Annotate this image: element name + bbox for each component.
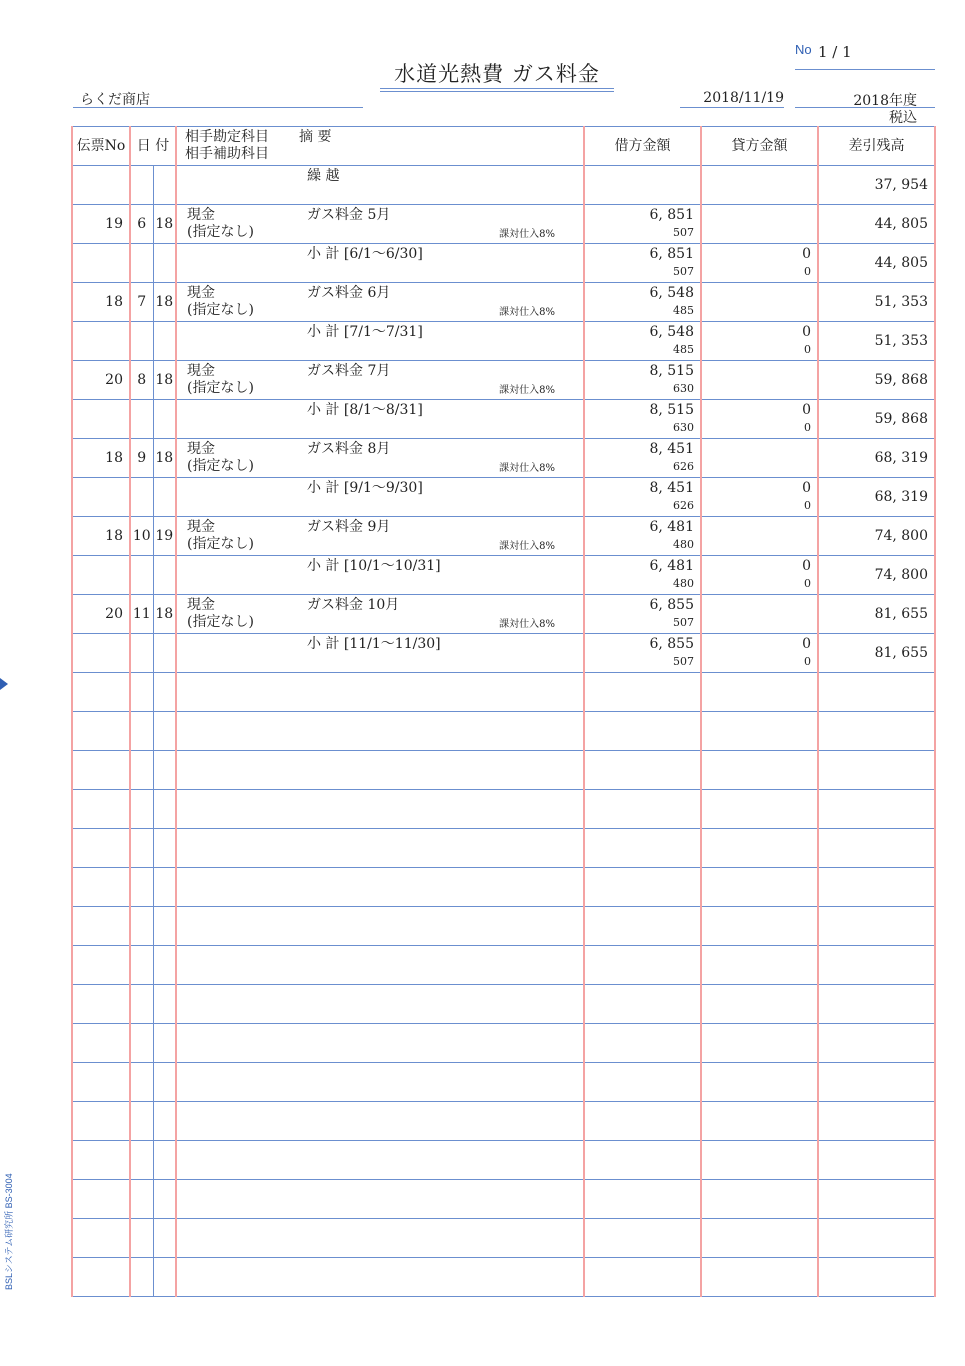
date-month: 11	[132, 606, 151, 622]
header-voucher-no	[72, 127, 130, 166]
company-underline	[73, 107, 363, 108]
date-day: 18	[155, 606, 174, 622]
credit-amount: 0	[802, 558, 811, 574]
credit-amount	[702, 517, 811, 519]
counter-account-1: 現金	[187, 363, 215, 379]
counter-account-2: (指定なし)	[187, 380, 254, 396]
header-debit	[584, 127, 701, 166]
debit-tax: 630	[673, 382, 694, 395]
debit-amount: 8, 515	[649, 363, 694, 379]
debit-amount: 6, 481	[649, 519, 694, 535]
credit-amount	[702, 205, 811, 207]
entry-row	[72, 595, 935, 634]
summary-text: 小 計 [6/1〜6/30]	[307, 246, 423, 262]
subtotal-row	[72, 478, 935, 517]
credit-amount	[702, 283, 811, 285]
page-number-underline	[795, 69, 935, 70]
debit-amount: 8, 451	[649, 441, 694, 457]
voucher-no: 20	[105, 372, 123, 388]
counter-account-1: 現金	[187, 207, 215, 223]
title-underline-double	[380, 91, 614, 92]
debit-tax: 507	[673, 655, 694, 668]
debit-amount: 6, 851	[649, 246, 694, 262]
subtotal-row	[72, 556, 935, 595]
tax-category: 課対仕入8%	[499, 463, 555, 474]
date-day: 19	[155, 528, 174, 544]
balance-amount: 68, 319	[874, 489, 928, 505]
summary-text: 小 計 [11/1〜11/30]	[307, 636, 441, 652]
document-title: 水道光熱費 ガス料金	[394, 62, 600, 86]
subtotal-row	[72, 244, 935, 283]
counter-account-2: (指定なし)	[187, 458, 254, 474]
debit-tax: 630	[673, 421, 694, 434]
date-month: 8	[137, 372, 147, 388]
debit-tax: 626	[673, 499, 694, 512]
debit-amount: 8, 451	[649, 480, 694, 496]
balance-amount: 51, 353	[874, 333, 928, 349]
blank-row	[72, 907, 935, 946]
header-debit-label: 借方金額	[614, 138, 671, 154]
credit-amount: 0	[802, 636, 811, 652]
date-month: 7	[137, 294, 147, 310]
blank-row	[72, 673, 935, 712]
carry-forward-label: 繰 越	[307, 168, 340, 184]
balance-amount: 81, 655	[874, 606, 928, 622]
summary-text: 小 計 [9/1〜9/30]	[307, 480, 423, 496]
subtotal-row	[72, 322, 935, 361]
counter-account	[187, 285, 254, 319]
tax-mode: 税込	[889, 110, 917, 126]
header-account-2: 相手補助科目	[185, 146, 269, 162]
debit-tax: 485	[673, 304, 694, 317]
entry-row	[72, 361, 935, 400]
debit-amount: 6, 548	[649, 324, 694, 340]
debit-amount: 6, 855	[649, 597, 694, 613]
header-account-1: 相手勘定科目	[185, 129, 269, 145]
credit-amount	[702, 361, 811, 363]
credit-tax: 0	[804, 655, 811, 668]
header-date-label: 日 付	[136, 138, 170, 154]
date-day: 18	[155, 372, 174, 388]
summary-text: ガス料金 10月	[307, 597, 400, 613]
credit-amount	[702, 439, 811, 441]
tax-category: 課対仕入8%	[499, 619, 555, 630]
debit-tax: 507	[673, 265, 694, 278]
blank-row	[72, 985, 935, 1024]
header-balance-label: 差引残高	[848, 138, 905, 154]
summary-text: 小 計 [8/1〜8/31]	[307, 402, 423, 418]
header-row	[72, 127, 935, 166]
counter-account-2: (指定なし)	[187, 224, 254, 240]
voucher-no: 20	[105, 606, 123, 622]
summary-text: 小 計 [7/1〜7/31]	[307, 324, 423, 340]
date-month: 10	[132, 528, 151, 544]
blank-row	[72, 1024, 935, 1063]
balance-amount: 44, 805	[874, 216, 928, 232]
counter-account	[187, 597, 254, 631]
balance-amount: 81, 655	[874, 645, 928, 661]
vendor-mark: BSLシステム研究所 BS-3004	[4, 1173, 14, 1290]
side-arrow-icon	[0, 678, 8, 690]
date-underline	[680, 107, 784, 108]
counter-account	[187, 519, 254, 553]
voucher-no: 18	[105, 294, 123, 310]
credit-tax: 0	[804, 421, 811, 434]
blank-row	[72, 712, 935, 751]
balance-amount: 59, 868	[874, 411, 928, 427]
credit-tax: 0	[804, 499, 811, 512]
entry-row	[72, 283, 935, 322]
counter-account-2: (指定なし)	[187, 614, 254, 630]
date-day: 18	[155, 294, 174, 310]
counter-account-2: (指定なし)	[187, 536, 254, 552]
blank-row	[72, 1180, 935, 1219]
debit-tax: 626	[673, 460, 694, 473]
debit-tax: 485	[673, 343, 694, 356]
page-number-label: No	[795, 42, 812, 57]
debit-amount: 6, 855	[649, 636, 694, 652]
blank-row	[72, 1258, 935, 1297]
tax-category: 課対仕入8%	[499, 385, 555, 396]
blank-row	[72, 1102, 935, 1141]
counter-account-1: 現金	[187, 519, 215, 535]
blank-row	[72, 1219, 935, 1258]
debit-tax: 507	[673, 226, 694, 239]
carry-forward-balance: 37, 954	[874, 177, 928, 193]
balance-amount: 68, 319	[874, 450, 928, 466]
date-month: 9	[137, 450, 147, 466]
voucher-no: 18	[105, 528, 123, 544]
header-credit-label: 貸方金額	[731, 138, 788, 154]
entry-row	[72, 517, 935, 556]
summary-text: ガス料金 6月	[307, 285, 391, 301]
date-day: 18	[155, 450, 174, 466]
header-account	[176, 127, 299, 166]
date-month: 6	[137, 216, 147, 232]
credit-tax: 0	[804, 265, 811, 278]
voucher-no: 18	[105, 450, 123, 466]
header-balance	[818, 127, 935, 166]
blank-row	[72, 1063, 935, 1102]
voucher-no: 19	[105, 216, 123, 232]
blank-row	[72, 790, 935, 829]
balance-amount: 74, 800	[874, 567, 928, 583]
tax-category: 課対仕入8%	[499, 541, 555, 552]
credit-tax: 0	[804, 343, 811, 356]
credit-amount: 0	[802, 402, 811, 418]
blank-row	[72, 946, 935, 985]
ledger-table	[71, 126, 936, 1297]
balance-amount: 74, 800	[874, 528, 928, 544]
debit-amount: 6, 481	[649, 558, 694, 574]
blank-row	[72, 1141, 935, 1180]
carry-forward-row	[72, 166, 935, 205]
credit-amount: 0	[802, 246, 811, 262]
counter-account-2: (指定なし)	[187, 302, 254, 318]
summary-text: ガス料金 7月	[307, 363, 391, 379]
header-credit	[701, 127, 818, 166]
debit-tax: 480	[673, 577, 694, 590]
blank-row	[72, 751, 935, 790]
title-underline	[380, 88, 614, 89]
summary-text: 小 計 [10/1〜10/31]	[307, 558, 441, 574]
header-summary-label: 摘 要	[299, 129, 332, 145]
blank-row	[72, 829, 935, 868]
header-summary	[299, 127, 584, 166]
page-number: 1 / 1	[818, 43, 852, 61]
balance-amount: 59, 868	[874, 372, 928, 388]
counter-account-1: 現金	[187, 285, 215, 301]
counter-account	[187, 207, 254, 241]
date-day: 18	[155, 216, 174, 232]
credit-tax: 0	[804, 577, 811, 590]
counter-account-1: 現金	[187, 441, 215, 457]
summary-text: ガス料金 9月	[307, 519, 391, 535]
subtotal-row	[72, 400, 935, 439]
counter-account	[187, 363, 254, 397]
debit-tax: 480	[673, 538, 694, 551]
counter-account	[187, 441, 254, 475]
credit-amount	[702, 595, 811, 597]
fiscal-year: 2018年度	[853, 93, 917, 109]
company-name: らくだ商店	[80, 92, 150, 108]
debit-tax: 507	[673, 616, 694, 629]
summary-text: ガス料金 8月	[307, 441, 391, 457]
credit-amount: 0	[802, 480, 811, 496]
tax-category: 課対仕入8%	[499, 229, 555, 240]
tax-category: 課対仕入8%	[499, 307, 555, 318]
debit-amount: 6, 548	[649, 285, 694, 301]
header-voucher-no-label: 伝票No	[76, 138, 126, 154]
print-date: 2018/11/19	[703, 90, 784, 106]
debit-amount: 8, 515	[649, 402, 694, 418]
counter-account-1: 現金	[187, 597, 215, 613]
balance-amount: 44, 805	[874, 255, 928, 271]
debit-amount: 6, 851	[649, 207, 694, 223]
blank-row	[72, 868, 935, 907]
entry-row	[72, 439, 935, 478]
subtotal-row	[72, 634, 935, 673]
summary-text: ガス料金 5月	[307, 207, 391, 223]
header-date	[130, 127, 176, 166]
credit-amount: 0	[802, 324, 811, 340]
balance-amount: 51, 353	[874, 294, 928, 310]
entry-row	[72, 205, 935, 244]
